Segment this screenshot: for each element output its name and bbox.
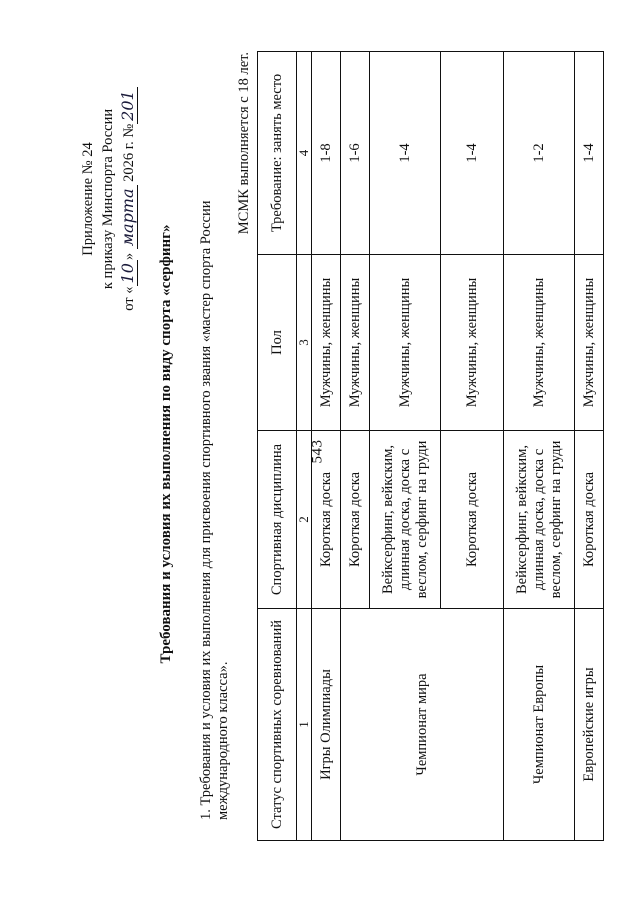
discipline-cell: Короткая доска xyxy=(441,431,504,609)
table-header-row xyxy=(258,52,297,841)
status-cell: Чемпионат Европы xyxy=(504,609,575,841)
status-cell: Европейские игры xyxy=(575,609,604,841)
place-cell: 1-4 xyxy=(575,52,604,255)
appendix-line-3 xyxy=(118,79,139,319)
requirements-table xyxy=(257,51,604,841)
document-title: Требования и условия их выполнения по виду спорта «серфинг» xyxy=(158,224,174,664)
place-cell: 1-6 xyxy=(341,52,370,255)
place-cell: 1-4 xyxy=(370,52,441,255)
gender-cell: Мужчины, женщины xyxy=(341,255,370,431)
discipline-cell: Вейксерфинг, вейкским, длинная доска, доска с веслом, серфинг на груди xyxy=(504,431,575,609)
appendix-date-prefix: от « xyxy=(121,286,137,311)
handwritten-month: марта xyxy=(118,185,138,249)
discipline-cell: Короткая доска xyxy=(575,431,604,609)
appendix-year: 2026 г. № xyxy=(121,123,137,182)
appendix-line-1: Приложение № 24 xyxy=(80,142,96,256)
column-number: 4 xyxy=(297,52,312,255)
appendix-block xyxy=(78,79,139,319)
discipline-cell: Вейксерфинг, вейкским, длинная доска, доска с веслом, серфинг на груди xyxy=(370,431,441,609)
table-number-row xyxy=(297,52,312,841)
column-number: 3 xyxy=(297,255,312,431)
age-note: МСМК выполняется с 18 лет. xyxy=(236,52,252,235)
discipline-cell: Короткая доска xyxy=(341,431,370,609)
table-row xyxy=(341,52,370,841)
place-cell: 1-4 xyxy=(441,52,504,255)
place-cell: 1-8 xyxy=(312,52,341,255)
place-cell: 1-2 xyxy=(504,52,575,255)
gender-cell: Мужчины, женщины xyxy=(312,255,341,431)
discipline-cell: Короткая доска xyxy=(312,431,341,609)
header-status: Статус спортивных соревнований xyxy=(258,609,297,841)
table-row xyxy=(312,52,341,841)
header-place: Требование: занять место xyxy=(258,52,297,255)
column-number: 1 xyxy=(297,609,312,841)
table-row xyxy=(504,52,575,841)
gender-cell: Мужчины, женщины xyxy=(370,255,441,431)
header-discipline: Спортивная дисциплина xyxy=(258,431,297,609)
handwritten-order-number: 201 xyxy=(118,87,138,124)
appendix-date-mid: » xyxy=(121,252,137,261)
status-cell: Игры Олимпиады xyxy=(312,609,341,841)
gender-cell: Мужчины, женщины xyxy=(575,255,604,431)
gender-cell: Мужчины, женщины xyxy=(504,255,575,431)
status-cell: Чемпионат мира xyxy=(341,609,504,841)
appendix-line-2: к приказу Минспорта России xyxy=(100,108,116,290)
header-gender: Пол xyxy=(258,255,297,431)
intro-paragraph: 1. Требования и условия их выполнения для присвоения спортивного звания «мастер спорта России международного класса». xyxy=(198,200,231,820)
handwritten-day: 10 xyxy=(118,260,138,286)
column-number: 2 xyxy=(297,431,312,609)
gender-cell: Мужчины, женщины xyxy=(441,255,504,431)
table-row xyxy=(575,52,604,841)
page-number: 543 xyxy=(309,439,326,464)
